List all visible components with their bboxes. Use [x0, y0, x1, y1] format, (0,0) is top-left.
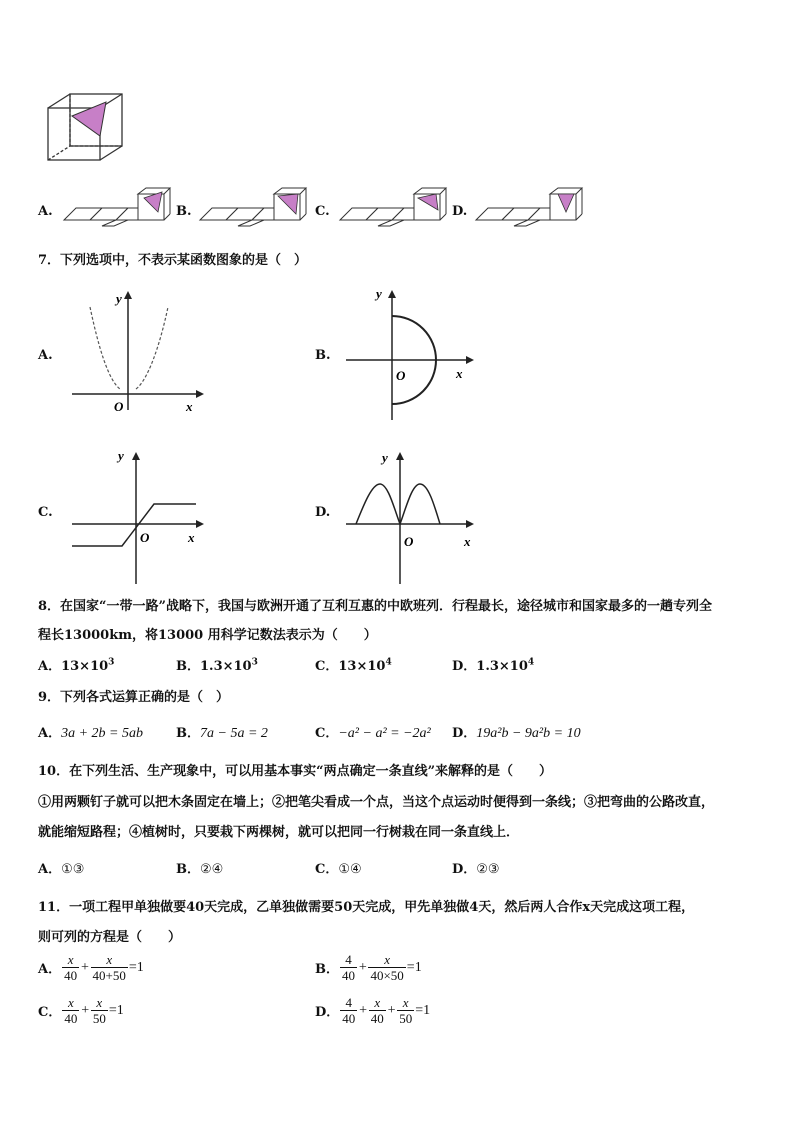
q6-option-b-label[interactable]: B. — [176, 204, 192, 219]
q6-option-d-label[interactable]: D. — [452, 204, 468, 219]
q10-option-b[interactable]: B．②④ — [176, 862, 224, 877]
q10-body-line1: ①用两颗钉子就可以把木条固定在墙上；②把笔尖看成一个点，当这个点运动时便得到一条线；③把弯曲的公路改直， — [38, 795, 715, 810]
q8-option-b[interactable]: B．$1.3\times 10^3$ — [176, 657, 258, 674]
q7-option-b-label[interactable]: B. — [315, 348, 331, 363]
q6-option-c-net[interactable] — [338, 186, 446, 230]
q8-stem-line1: 8．在国家“一带一路”战略下，我国与欧洲开通了互利互惠的中欧班列．行程最长，途径城市和国家最多的一趟专列全 — [38, 599, 713, 614]
q10-option-c[interactable]: C．①④ — [315, 862, 362, 877]
q8-stem-line2: 程长13000km，将13000 用科学记数法表示为（ ） — [38, 628, 377, 643]
q7-graph-a[interactable] — [68, 285, 208, 415]
cube-figure — [40, 88, 130, 168]
q11-option-c[interactable]: C． $\frac{x}{40}$ + $\frac{x}{50}$ = 1 — [38, 995, 124, 1026]
q11-option-d[interactable]: D． $\frac{4}{40}$ + $\frac{x}{40}$ + $\frac{x}{50}$ = 1 — [315, 995, 431, 1026]
q11-option-b[interactable]: B． $\frac{4}{40}$ + $\frac{x}{40\times 50}$ = 1 — [315, 952, 422, 983]
q7-graph-c-origin: O — [140, 530, 150, 545]
q7-graph-b-ylabel: y — [376, 286, 382, 301]
q7-graph-a-origin: O — [114, 399, 124, 414]
q10-stem: 10．在下列生活、生产现象中，可以用基本事实“两点确定一条直线”来解释的是（ ） — [38, 764, 553, 779]
q7-graph-d-origin: O — [404, 534, 414, 549]
q7-graph-c-xlabel: x — [188, 530, 195, 545]
q6-option-b-net[interactable] — [198, 186, 306, 230]
q10-option-a[interactable]: A．①③ — [38, 862, 85, 877]
q9-option-d[interactable]: D．19a²b − 9a²b = 10 — [452, 726, 581, 741]
q7-graph-b-origin: O — [396, 368, 406, 383]
q9-option-a[interactable]: A．3a + 2b = 5ab — [38, 726, 143, 741]
q7-graph-d-ylabel: y — [382, 450, 388, 465]
q7-graph-a-ylabel: y — [116, 291, 122, 306]
q9-option-b[interactable]: B．7a − 5a = 2 — [176, 726, 268, 741]
q11-option-a[interactable]: A． $\frac{x}{40}$ + $\frac{x}{40+50}$ = 1 — [38, 952, 144, 983]
q6-option-a-label[interactable]: A. — [38, 204, 53, 219]
q7-graph-c-ylabel: y — [118, 448, 124, 463]
q7-graph-c[interactable] — [68, 448, 208, 588]
q7-graph-b-xlabel: x — [456, 366, 463, 381]
q7-option-d-label[interactable]: D. — [315, 505, 331, 520]
q7-graph-d-xlabel: x — [464, 534, 471, 549]
q8-option-a[interactable]: A．$13\times 10^3$ — [38, 657, 115, 674]
q7-graph-a-xlabel: x — [186, 399, 193, 414]
q6-option-a-net[interactable] — [62, 186, 170, 230]
q7-option-a-label[interactable]: A. — [38, 348, 53, 363]
q7-stem: 7．下列选项中，不表示某函数图象的是（ ） — [38, 253, 308, 268]
q8-option-d[interactable]: D．$1.3\times 10^4$ — [452, 657, 535, 674]
q10-option-d[interactable]: D．②③ — [452, 862, 500, 877]
q8-option-c[interactable]: C．$13\times 10^4$ — [315, 657, 392, 674]
q11-stem-line1: 11．一项工程甲单独做要40天完成，乙单独做需要50天完成，甲先单独做4天，然后两人合作x天完成这项工程， — [38, 900, 695, 915]
q7-graph-b[interactable] — [342, 284, 482, 424]
q6-option-c-label[interactable]: C. — [315, 204, 330, 219]
q9-stem: 9．下列各式运算正确的是（ ） — [38, 690, 230, 705]
q7-graph-d[interactable] — [342, 448, 482, 588]
q6-option-d-net[interactable] — [474, 186, 582, 230]
q10-body-line2: 就能缩短路程；④植树时，只要栽下两棵树，就可以把同一行树栽在同一条直线上． — [38, 825, 520, 840]
q11-stem-line2: 则可列的方程是（ ） — [38, 930, 182, 945]
q9-option-c[interactable]: C．−a² − a² = −2a² — [315, 726, 431, 741]
q7-option-c-label[interactable]: C. — [38, 505, 53, 520]
